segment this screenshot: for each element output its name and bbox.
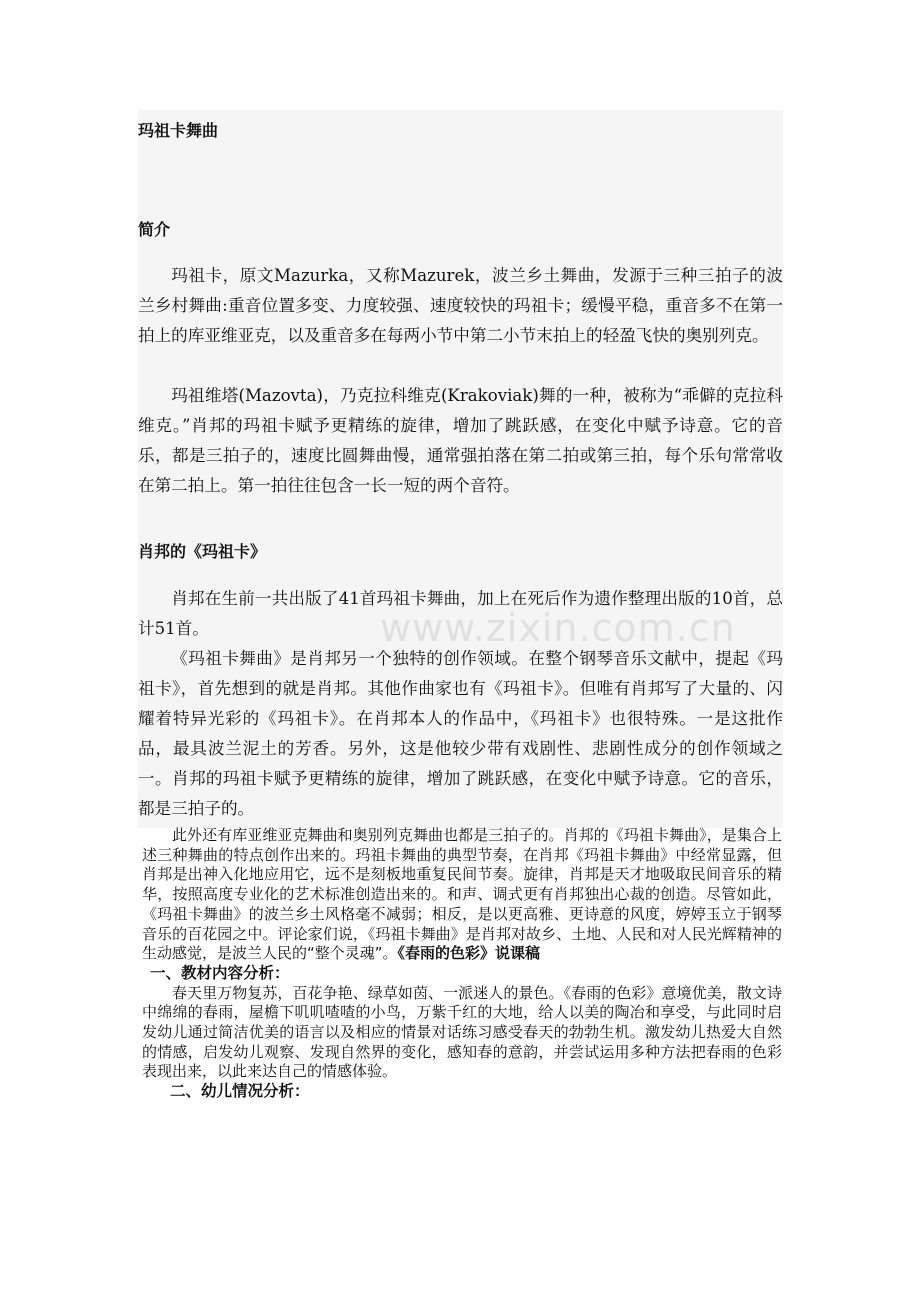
paragraph-chopin-count: 肖邦在生前一共出版了41首玛祖卡舞曲，加上在死后作为遗作整理出版的10首，总计51首。 — [138, 589, 783, 638]
section-heading-material-analysis: 一、教材内容分析： — [150, 963, 290, 982]
paragraph-other-dances — [142, 826, 782, 964]
paragraph-other-dances-text: 此外还有库亚维亚克舞曲和奥别列克舞曲也都是三拍子的。肖邦的《玛祖卡舞曲》，是集合上述三种舞曲的特点创作出来的。玛祖卡舞曲的典型节奏，在肖邦《玛祖卡舞曲》中经常显露，但肖邦是出神入化地应用它，远不是刻板地重复民间节奏。旋律，肖邦是天才地吸取民间音乐的精华，按照高度专业化的艺术标准创造出来的。和声、调式更有肖邦独出心裁的创造。尽管如此，《玛祖卡舞曲》的波兰乡土风格毫不减弱；相反，是以更高雅、更诗意的风度，婷婷玉立于钢琴音乐的百花园之中。评论家们说，《玛祖卡舞曲》是肖邦对故乡、土地、人民和对人民光辉精神的生动感觉，是波兰人民的“整个灵魂”。 — [142, 826, 782, 963]
section-heading-children-analysis: 二、幼儿情况分析： — [170, 1082, 310, 1101]
paragraph-mazurka-definition: 玛祖卡，原文Mazurka，又称Mazurek，波兰乡土舞曲，发源于三种三拍子的波兰乡村舞曲:重音位置多变、力度较强、速度较快的玛祖卡；缓慢平稳，重音多不在第一拍上的库亚维亚克，以及重音多在每两小节中第二小节末拍上的轻盈飞快的奥别列克。 — [138, 266, 783, 345]
heading-intro: 简介 — [138, 220, 171, 239]
paragraph-spring-rain: 春天里万物复苏，百花争艳、绿草如茵、一派迷人的景色。《春雨的色彩》意境优美，散文诗中绵绵的春雨，屋檐下叽叽喳喳的小鸟，万紫千红的大地，给人以美的陶冶和享受，与此同时启发幼儿通过简洁优美的语言以及相应的情景对话练习感受春天的勃勃生机。激发幼儿热爱大自然的情感，启发幼儿观察、发现自然界的变化，感知春的意韵，并尝试运用多种方法把春雨的色彩表现出来，以此来达自己的情感体验。 — [142, 983, 782, 1081]
heading-chopin-mazurka: 肖邦的《玛祖卡》 — [138, 542, 267, 561]
watermark: www.zixin.com.cn — [380, 606, 736, 650]
paragraph-mazovta: 玛祖维塔(Mazovta)，乃克拉科维克(Krakoviak)舞的一种，被称为“乖僻的克拉科维克。”肖邦的玛祖卡赋予更精练的旋律，增加了跳跃感，在变化中赋予诗意。它的音乐，都是三拍子的，速度比圆舞曲慢，通常强拍落在第二拍或第三拍，每个乐句常常收在第二拍上。第一拍往往包含一长一短的两个音符。 — [138, 386, 783, 495]
lesson-plan-title: 《春雨的色彩》说课稿 — [397, 944, 541, 963]
lower-section — [142, 826, 782, 1102]
paragraph-chopin-domain: 《玛祖卡舞曲》是肖邦另一个独特的创作领域。在整个钢琴音乐文献中，提起《玛祖卡》，首先想到的就是肖邦。其他作曲家也有《玛祖卡》。但唯有肖邦写了大量的、闪耀着特异光彩的《玛祖卡》。在肖邦本人的作品中，《玛祖卡》也很特殊。一是这批作品，最具波兰泥土的芳香。另外，这是他较少带有戏剧性、悲剧性成分的创作领域之一。肖邦的玛祖卡赋予更精练的旋律，增加了跳跃感，在变化中赋予诗意。它的音乐，都是三拍子的。 — [138, 649, 783, 818]
document-title: 玛祖卡舞曲 — [138, 121, 219, 140]
